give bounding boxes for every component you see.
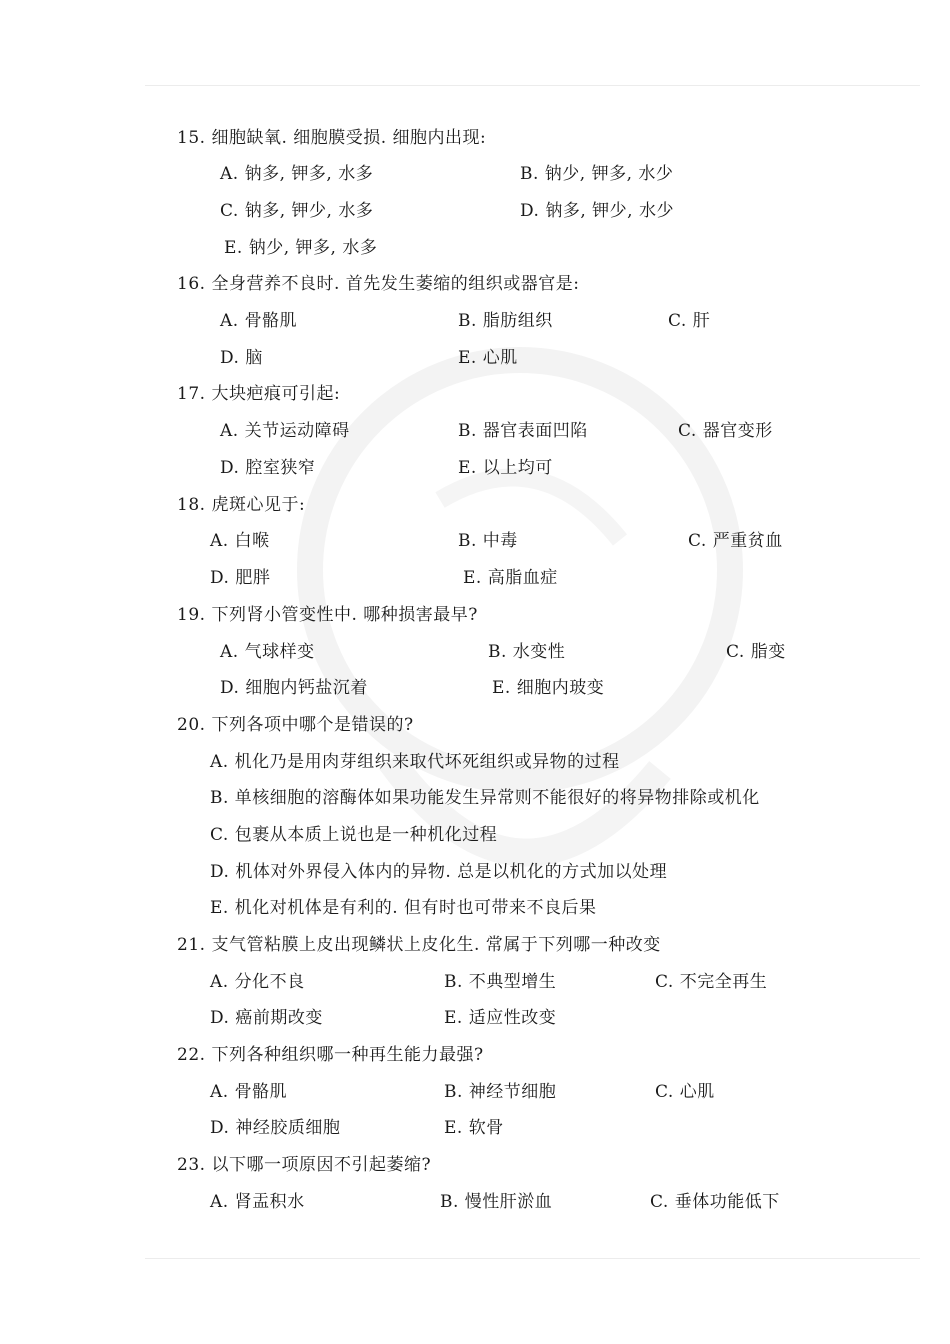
option-b[interactable]: B. 中毒 (458, 531, 518, 551)
option-a[interactable]: A. 钠多, 钾多, 水多 (220, 164, 374, 184)
option-d[interactable]: D. 腔室狭窄 (220, 458, 316, 478)
option-a[interactable]: A. 白喉 (210, 531, 270, 551)
option-a[interactable]: A. 骨骼肌 (210, 1082, 288, 1102)
option-b[interactable]: B. 不典型增生 (444, 972, 557, 992)
option-a[interactable]: A. 气球样变 (220, 642, 315, 662)
question-stem: 23. 以下哪一项原因不引起萎缩? (177, 1155, 432, 1175)
page-bottom-rule (145, 1258, 920, 1259)
option-e[interactable]: E. 适应性改变 (444, 1008, 557, 1028)
option-c[interactable]: C. 包裹从本质上说也是一种机化过程 (210, 825, 498, 845)
option-d[interactable]: D. 癌前期改变 (210, 1008, 323, 1028)
option-b[interactable]: B. 慢性肝淤血 (440, 1192, 553, 1212)
question-stem: 16. 全身营养不良时. 首先发生萎缩的组织或器官是: (177, 274, 580, 294)
option-a[interactable]: A. 机化乃是用肉芽组织来取代坏死组织或异物的过程 (210, 752, 620, 772)
option-d[interactable]: D. 脑 (220, 348, 263, 368)
option-e[interactable]: E. 软骨 (444, 1118, 504, 1138)
option-c[interactable]: C. 不完全再生 (655, 972, 768, 992)
option-b[interactable]: B. 钠少, 钾多, 水少 (520, 164, 674, 184)
option-e[interactable]: E. 钠少, 钾多, 水多 (224, 238, 378, 258)
option-a[interactable]: A. 分化不良 (210, 972, 305, 992)
page-top-rule (145, 85, 920, 86)
option-b[interactable]: B. 水变性 (488, 642, 566, 662)
option-d[interactable]: D. 机体对外界侵入体内的异物. 总是以机化的方式加以处理 (210, 862, 668, 882)
option-e[interactable]: E. 高脂血症 (463, 568, 558, 588)
question-stem: 17. 大块疤痕可引起: (177, 384, 341, 404)
option-c[interactable]: C. 肝 (668, 311, 711, 331)
question-stem: 19. 下列肾小管变性中. 哪种损害最早? (177, 605, 478, 625)
option-a[interactable]: A. 关节运动障碍 (220, 421, 350, 441)
option-e[interactable]: E. 机化对机体是有利的. 但有时也可带来不良后果 (210, 898, 597, 918)
question-stem: 20. 下列各项中哪个是错误的? (177, 715, 414, 735)
option-c[interactable]: C. 心肌 (655, 1082, 715, 1102)
option-e[interactable]: E. 细胞内玻变 (492, 678, 605, 698)
option-d[interactable]: D. 钠多, 钾少, 水少 (520, 201, 674, 221)
question-stem: 22. 下列各种组织哪一种再生能力最强? (177, 1045, 484, 1065)
option-a[interactable]: A. 肾盂积水 (210, 1192, 305, 1212)
question-stem: 21. 支气管粘膜上皮出现鳞状上皮化生. 常属于下列哪一种改变 (177, 935, 661, 955)
option-b[interactable]: B. 脂肪组织 (458, 311, 553, 331)
option-c[interactable]: C. 器官变形 (678, 421, 773, 441)
option-c[interactable]: C. 钠多, 钾少, 水多 (220, 201, 374, 221)
option-d[interactable]: D. 细胞内钙盐沉着 (220, 678, 368, 698)
question-stem: 15. 细胞缺氧. 细胞膜受损. 细胞内出现: (177, 128, 487, 148)
option-a[interactable]: A. 骨骼肌 (220, 311, 298, 331)
option-e[interactable]: E. 以上均可 (458, 458, 553, 478)
option-c[interactable]: C. 严重贫血 (688, 531, 783, 551)
option-d[interactable]: D. 神经胶质细胞 (210, 1118, 341, 1138)
option-d[interactable]: D. 肥胖 (210, 568, 271, 588)
option-c[interactable]: C. 脂变 (726, 642, 786, 662)
question-stem: 18. 虎斑心见于: (177, 495, 306, 515)
option-c[interactable]: C. 垂体功能低下 (650, 1192, 780, 1212)
option-b[interactable]: B. 器官表面凹陷 (458, 421, 588, 441)
option-b[interactable]: B. 单核细胞的溶酶体如果功能发生异常则不能很好的将异物排除或机化 (210, 788, 760, 808)
option-b[interactable]: B. 神经节细胞 (444, 1082, 557, 1102)
option-e[interactable]: E. 心肌 (458, 348, 518, 368)
